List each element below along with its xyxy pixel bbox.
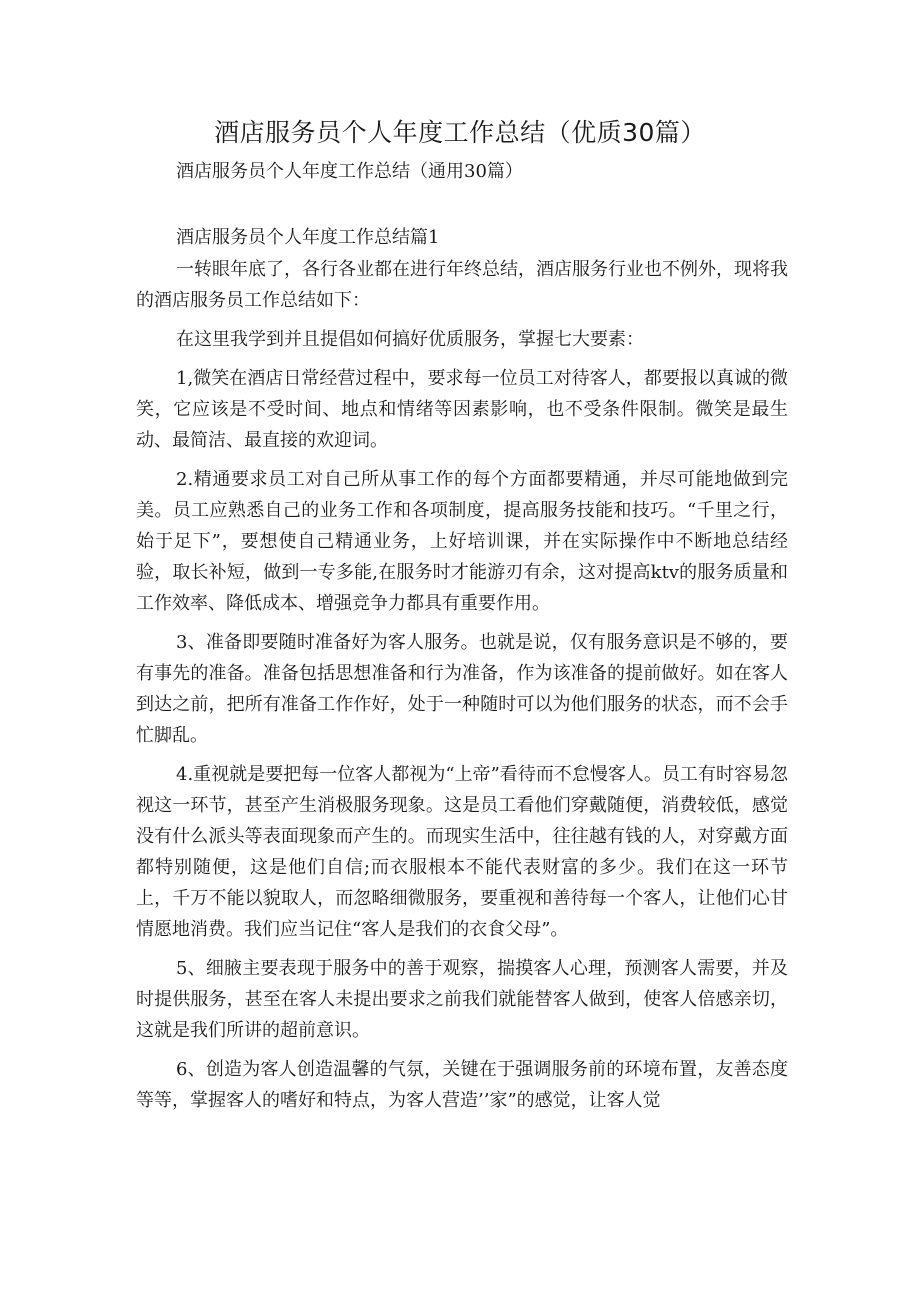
paragraph-elements-intro: 在这里我学到并且提倡如何搞好优质服务，掌握七大要素： — [176, 329, 644, 350]
paragraph-creation: 6、创造为客人创造温馨的气氛，关键在于强调服务前的环境布置，友善态度等等，掌握客人的嗜好和特点，为客人营造’’家”的感觉，让客人觉 — [136, 1059, 788, 1111]
section-heading: 酒店服务员个人年度工作总结篇1 — [176, 227, 440, 248]
document-subtitle: 酒店服务员个人年度工作总结（通用30篇） — [176, 161, 523, 182]
paragraph-intro: 一转眼年底了，各行各业都在进行年终总结，酒店服务行业也不例外，现将我的酒店服务员工作总结如下： — [136, 259, 788, 311]
document-title: 酒店服务员个人年度工作总结（优质30篇） — [214, 118, 706, 147]
document-body — [136, 222, 788, 1124]
paragraph-proficiency: 2.精通要求员工对自己所从事工作的每个方面都要精通，并尽可能地做到完美。员工应熟悉自己的业务工作和各项制度，提高服务技能和技巧。“千里之行，始于足下”，要想使自己精通业务，上好培训课，并在实际操作中不断地总结经验，取长补短，做到一专多能,在服务时才能游刃有余，这对提高ktv的服务质量和工作效率、降低成本、增强竞争力都具有重要作用。 — [136, 469, 788, 614]
paragraph-attention: 4.重视就是要把每一位客人都视为“上帝”看待而不怠慢客人。员工有时容易忽视这一环节，甚至产生消极服务现象。这是员工看他们穿戴随便，消费较低，感觉没有什么派头等表面现象而产生的。而现实生活中，往往越有钱的人，对穿戴方面都特别随便，这是他们自信;而衣服根本不能代表财富的多少。我们在这一环节上，千万不能以貌取人，而忽略细微服务，要重视和善待每一个客人，让他们心甘情愿地消费。我们应当记住“客人是我们的衣食父母”。 — [136, 764, 788, 940]
paragraph-smile: 1,微笑在酒店日常经营过程中，要求每一位员工对待客人，都要报以真诚的微笑，它应该是不受时间、地点和情绪等因素影响，也不受条件限制。微笑是最生动、最简洁、最直接的欢迎词。 — [136, 368, 788, 451]
paragraph-detail: 5、细腋主要表现于服务中的善于观察，揣摸客人心理，预测客人需要，并及时提供服务，甚至在客人未提出要求之前我们就能替客人做到，使客人倍感亲切，这就是我们所讲的超前意识。 — [136, 958, 788, 1041]
paragraph-preparation: 3、准备即要随时准备好为客人服务。也就是说，仅有服务意识是不够的，要有事先的准备。准备包括思想准备和行为准备，作为该准备的提前做好。如在客人到达之前，把所有准备工作作好，处于一种随时可以为他们服务的状态，而不会手忙脚乱。 — [136, 632, 788, 746]
